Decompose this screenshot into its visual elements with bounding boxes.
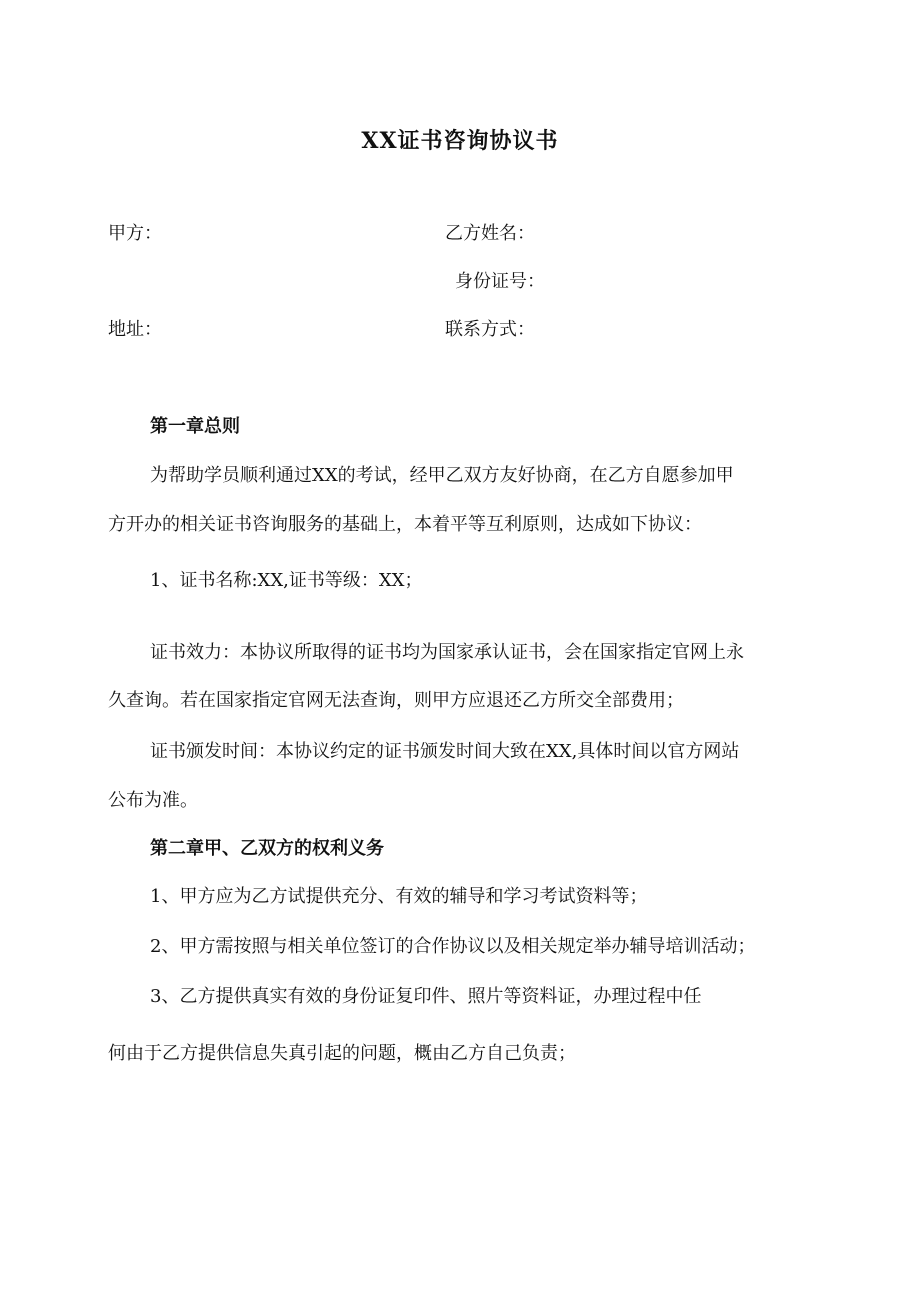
validity-line1: 证书效力：本协议所取得的证书均为国家承认证书，会在国家指定官网上永	[150, 642, 744, 663]
document-title: XX证书咨询协议书	[361, 128, 559, 154]
chapter1-intro-line2: 方开办的相关证书咨询服务的基础上，本着平等互利原则，达成如下协议：	[108, 514, 702, 535]
validity-line2: 久查询。若在国家指定官网无法查询，则甲方应退还乙方所交全部费用；	[108, 690, 684, 711]
party-a-label: 甲方：	[108, 223, 162, 244]
issue-time-line2: 公布为准。	[108, 790, 198, 811]
address-label: 地址：	[108, 319, 162, 340]
chapter1-heading: 第一章总则	[150, 416, 240, 437]
chapter2-item3-line2: 何由于乙方提供信息失真引起的问题，概由乙方自己负责；	[108, 1043, 576, 1064]
chapter2-item2: 2、甲方需按照与相关单位签订的合作协议以及相关规定举办辅导培训活动；	[150, 936, 756, 957]
chapter1-item1: 1、证书名称:XX,证书等级：XX；	[150, 570, 423, 591]
contact-label: 联系方式：	[445, 319, 535, 340]
chapter2-item1: 1、甲方应为乙方试提供充分、有效的辅导和学习考试资料等；	[150, 886, 648, 907]
chapter1-intro-line1: 为帮助学员顺利通过XX的考试，经甲乙双方友好协商，在乙方自愿参加甲	[150, 465, 734, 486]
chapter2-item3-line1: 3、乙方提供真实有效的身份证复印件、照片等资料证，办理过程中任	[150, 986, 702, 1007]
id-number-label: 身份证号：	[455, 271, 545, 292]
issue-time-line1: 证书颁发时间：本协议约定的证书颁发时间大致在XX,具体时间以官方网站	[150, 741, 740, 762]
party-b-name-label: 乙方姓名：	[445, 223, 535, 244]
chapter2-heading: 第二章甲、乙双方的权利义务	[150, 838, 384, 859]
